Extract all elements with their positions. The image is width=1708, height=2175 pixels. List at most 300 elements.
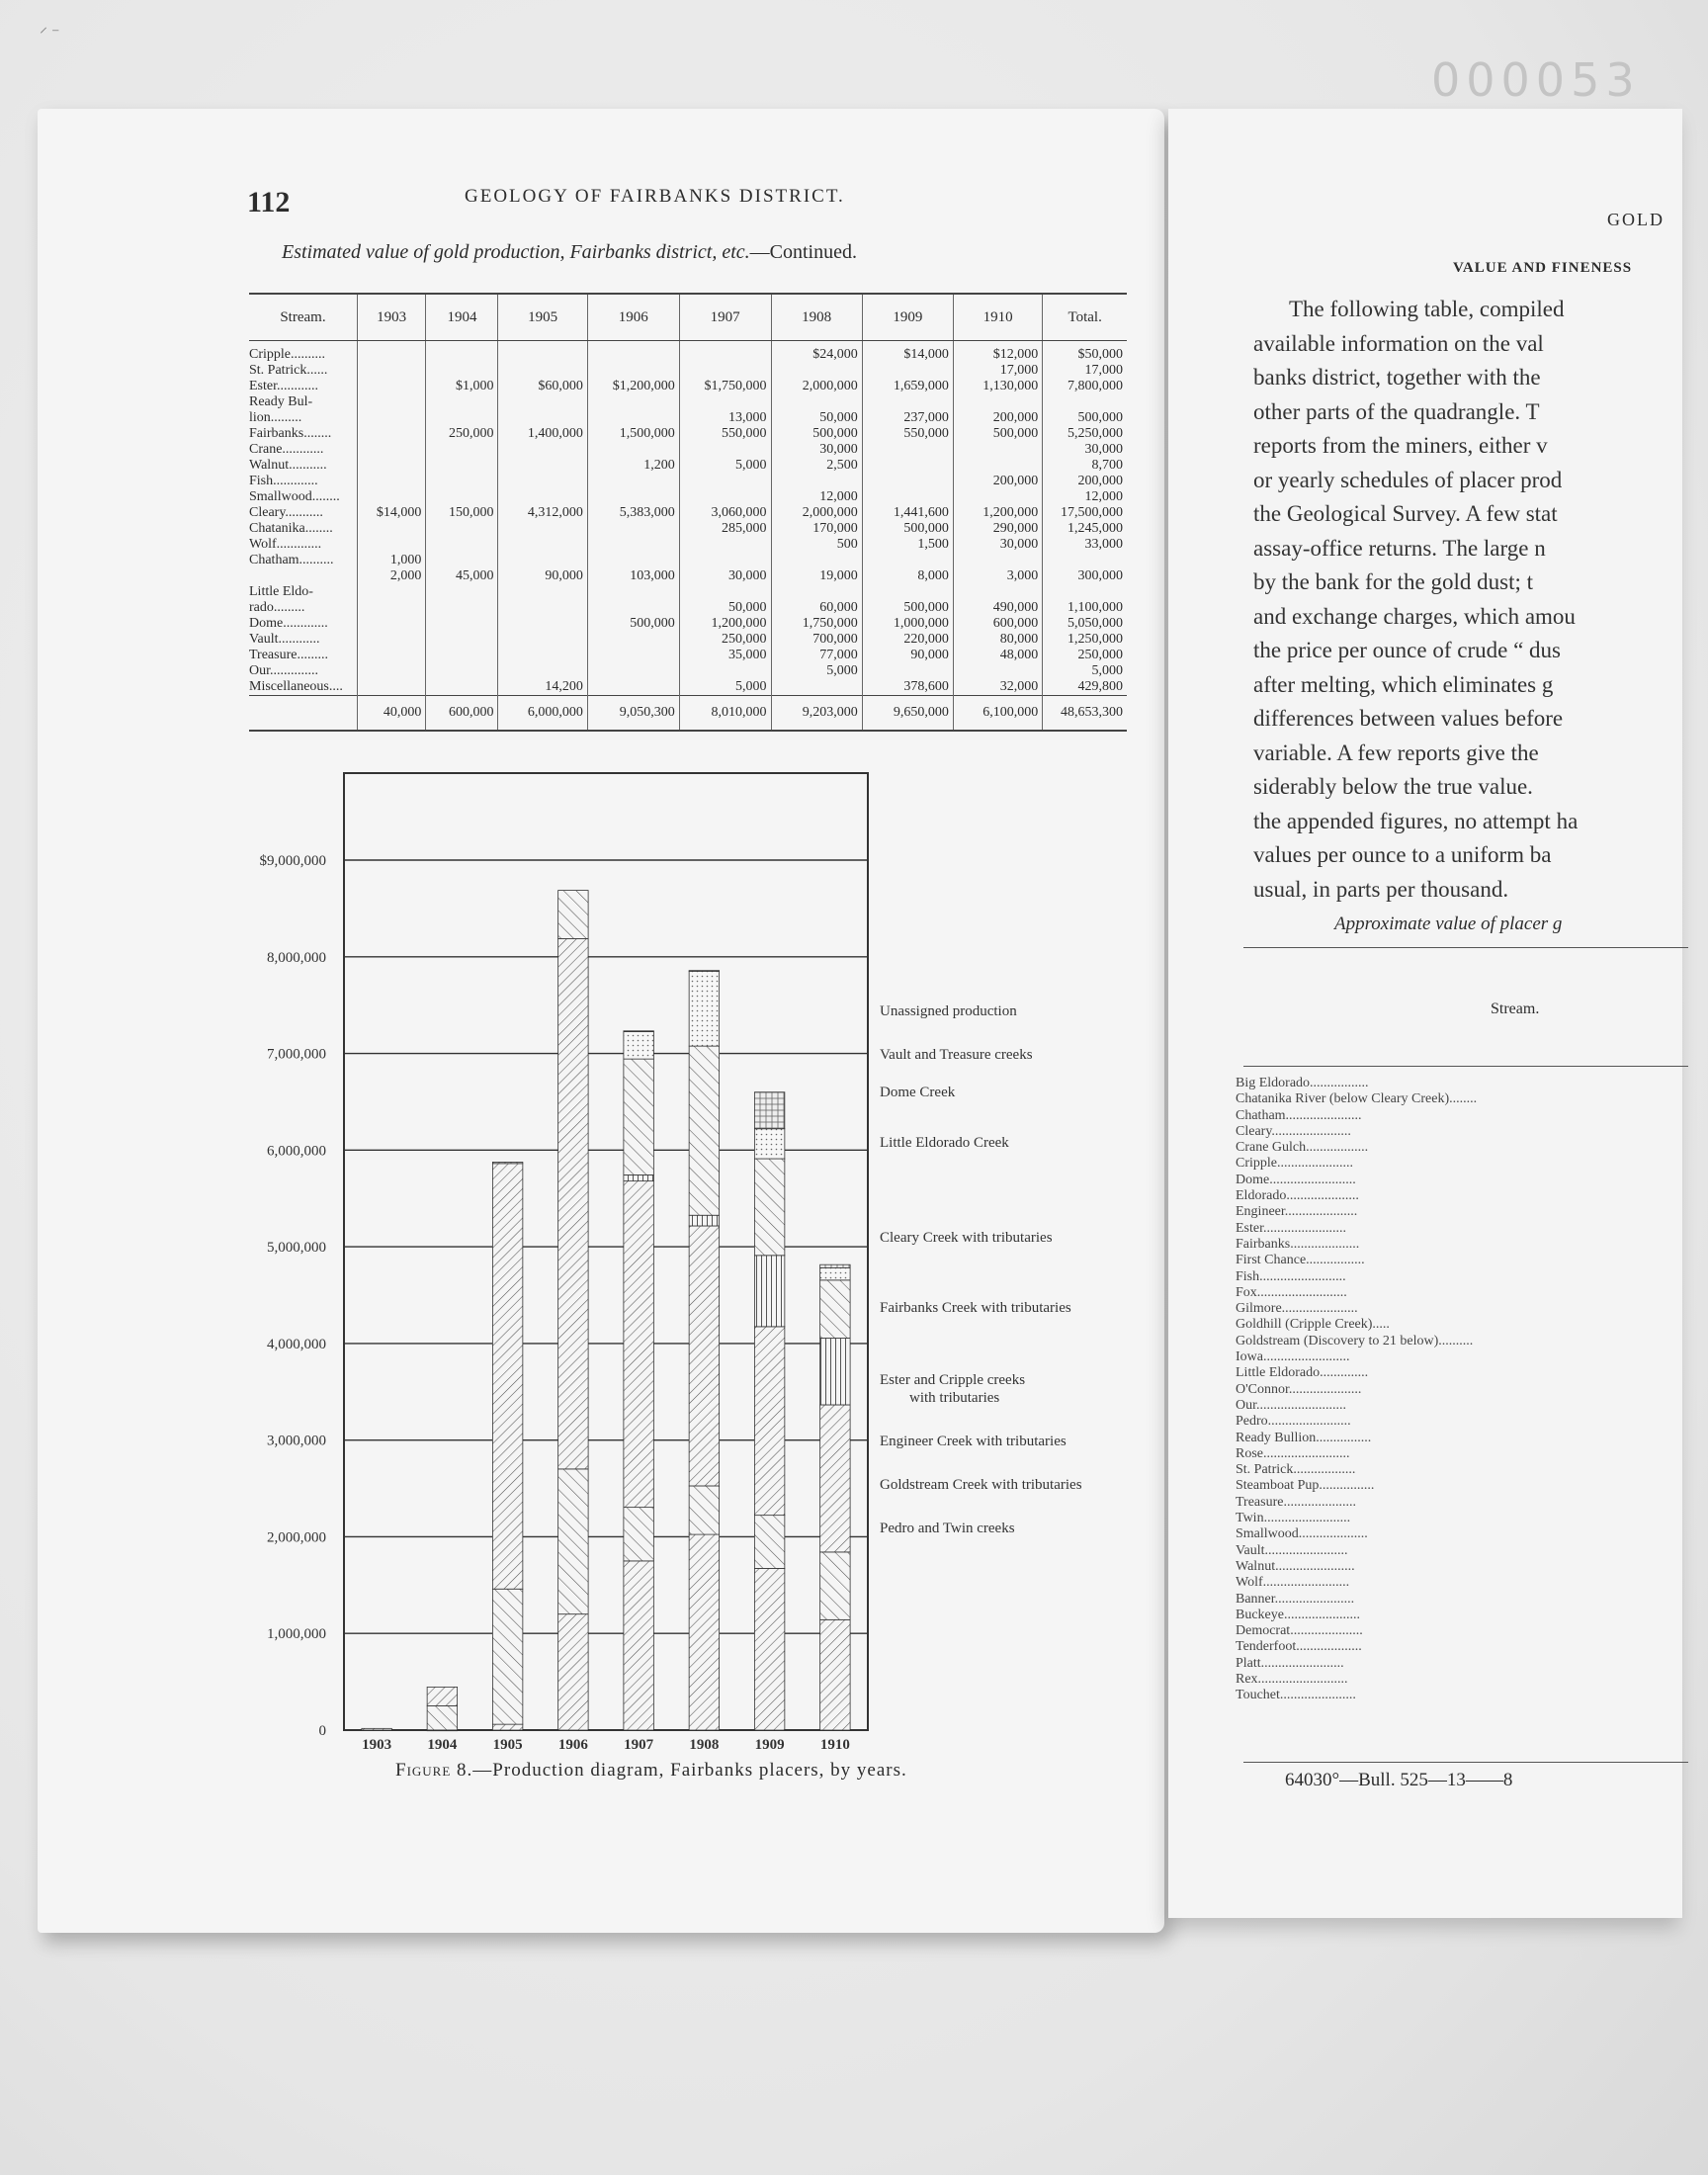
value-cell (587, 410, 679, 426)
value-cell (587, 394, 679, 410)
right-table-top-rule (1243, 947, 1688, 948)
total-cell: 9,203,000 (771, 696, 862, 732)
stream-list-item: O'Connor..................... (1236, 1381, 1362, 1397)
right-table-caption: Approximate value of placer g (1334, 914, 1563, 934)
value-cell (498, 394, 587, 410)
value-cell (679, 394, 771, 410)
value-cell (357, 394, 425, 410)
value-cell (862, 363, 953, 379)
value-cell: 5,000 (679, 458, 771, 474)
legend-label: Dome Creek (880, 1085, 956, 1100)
stream-list (1236, 1076, 1477, 1704)
value-cell (953, 394, 1042, 410)
value-cell (357, 442, 425, 458)
stream-name-cell: Miscellaneous.... (249, 679, 343, 694)
table-row (249, 632, 1127, 648)
value-cell (426, 632, 498, 648)
value-cell: 1,500,000 (587, 426, 679, 442)
table-row (249, 458, 1127, 474)
value-cell (862, 474, 953, 489)
stream-list-item: Walnut....................... (1236, 1558, 1355, 1574)
value-cell (357, 632, 425, 648)
right-section-heading: VALUE AND FINENESS (1453, 260, 1633, 276)
value-cell (679, 663, 771, 679)
y-tick-label: 0 (318, 1723, 326, 1739)
paragraph-line: usual, in parts per thousand. (1253, 876, 1509, 902)
y-tick-label: 2,000,000 (267, 1529, 326, 1546)
stream-list-item: Cripple...................... (1236, 1156, 1353, 1172)
bar-segment (558, 1469, 588, 1614)
stream-list-item: Platt........................ (1236, 1655, 1344, 1671)
table-row (249, 489, 1127, 505)
bar-segment (362, 1728, 391, 1730)
table-body (249, 341, 1127, 732)
value-cell (587, 663, 679, 679)
y-tick-label: 8,000,000 (267, 949, 326, 966)
value-cell (953, 489, 1042, 505)
value-cell (426, 648, 498, 663)
value-cell: $1,000 (426, 379, 498, 394)
value-cell: 500,000 (1043, 410, 1127, 426)
bar-segment (492, 1162, 522, 1163)
y-tick-label: 1,000,000 (267, 1626, 326, 1643)
bar-segment (558, 938, 588, 1468)
stream-name-cell: St. Patrick...... (249, 363, 328, 378)
value-cell (771, 584, 862, 600)
x-tick-label: 1908 (689, 1737, 720, 1750)
value-cell: 5,250,000 (1043, 426, 1127, 442)
value-cell (498, 648, 587, 663)
figure-caption (395, 1760, 907, 1782)
value-cell: 103,000 (587, 568, 679, 584)
value-cell (953, 663, 1042, 679)
legend-label: Goldstream Creek with tributaries (880, 1477, 1082, 1493)
stream-list-item: Chatanika River (below Cleary Creek)........ (1236, 1091, 1478, 1107)
value-cell: 50,000 (771, 410, 862, 426)
value-cell: 30,000 (679, 568, 771, 584)
value-cell (498, 600, 587, 616)
table-row (249, 410, 1127, 426)
value-cell: 1,750,000 (771, 616, 862, 632)
bar-segment (820, 1267, 850, 1280)
value-cell: 429,800 (1043, 679, 1127, 696)
stream-name-cell: Walnut........... (249, 458, 327, 473)
stream-list-item: First Chance................. (1236, 1253, 1365, 1268)
figure-label: Figure 8. (395, 1760, 473, 1781)
bar-segment (492, 1164, 522, 1589)
value-cell: 2,000 (357, 568, 425, 584)
value-cell: 1,130,000 (953, 379, 1042, 394)
value-cell (426, 442, 498, 458)
value-cell (498, 632, 587, 648)
scan-speck: ⸍ ⁻ (40, 26, 60, 43)
value-cell (771, 679, 862, 696)
value-cell: 500,000 (771, 426, 862, 442)
value-cell (426, 489, 498, 505)
stream-name-cell: Fish............. (249, 474, 318, 488)
legend-label: Fairbanks Creek with tributaries (880, 1300, 1071, 1316)
value-cell: $50,000 (1043, 341, 1127, 364)
bar-segment (689, 1215, 719, 1226)
value-cell: $14,000 (357, 505, 425, 521)
bar-segment (689, 971, 719, 972)
bar-segment (689, 971, 719, 1046)
value-cell (498, 616, 587, 632)
stream-list-item: Ready Bullion................ (1236, 1430, 1372, 1445)
total-cell: 48,653,300 (1043, 696, 1127, 732)
value-cell: 77,000 (771, 648, 862, 663)
table-caption (282, 241, 857, 264)
value-cell (862, 458, 953, 474)
bar-segment (754, 1129, 784, 1159)
value-cell (679, 363, 771, 379)
total-cell: 6,100,000 (953, 696, 1042, 732)
paragraph-line: the appended figures, no attempt ha (1253, 808, 1579, 833)
value-cell: 80,000 (953, 632, 1042, 648)
value-cell: 1,200,000 (953, 505, 1042, 521)
total-cell: 8,010,000 (679, 696, 771, 732)
table-row (249, 553, 1127, 568)
value-cell: 500,000 (862, 521, 953, 537)
table-caption-continued: —Continued. (749, 241, 857, 263)
value-cell (587, 679, 679, 696)
right-header-rule (1243, 1066, 1688, 1067)
value-cell (357, 537, 425, 553)
x-tick-label: 1904 (427, 1737, 458, 1750)
value-cell (587, 632, 679, 648)
value-cell (426, 537, 498, 553)
value-cell (679, 442, 771, 458)
stream-name-cell: Wolf............. (249, 537, 322, 552)
value-cell: $14,000 (862, 341, 953, 364)
plot-frame (344, 773, 868, 1730)
value-cell (679, 553, 771, 568)
stream-name-cell: Our.............. (249, 663, 318, 678)
value-cell: 13,000 (679, 410, 771, 426)
right-paragraph (1253, 293, 1688, 907)
production-diagram (235, 751, 1145, 1750)
stream-name-cell: Treasure......... (249, 648, 328, 662)
bar-segment (427, 1687, 457, 1705)
column-header: 1904 (426, 294, 498, 341)
value-cell: 150,000 (426, 505, 498, 521)
value-cell: 12,000 (771, 489, 862, 505)
stream-list-item: Treasure..................... (1236, 1494, 1356, 1510)
page-number: 112 (247, 186, 291, 218)
right-running-head: GOLD (1607, 210, 1665, 229)
column-header: 1910 (953, 294, 1042, 341)
value-cell: 5,000 (771, 663, 862, 679)
table-row (249, 616, 1127, 632)
column-header: 1903 (357, 294, 425, 341)
y-tick-label: 3,000,000 (267, 1433, 326, 1449)
value-cell (426, 474, 498, 489)
bar-segment (427, 1705, 457, 1729)
value-cell (498, 363, 587, 379)
paragraph-line: values per ounce to a uniform ba (1253, 842, 1552, 867)
value-cell (498, 474, 587, 489)
table-header-row (249, 294, 1127, 341)
value-cell: 237,000 (862, 410, 953, 426)
paragraph-line: available information on the val (1253, 330, 1544, 356)
value-cell: 250,000 (679, 632, 771, 648)
table-row (249, 379, 1127, 394)
stream-list-item: Engineer..................... (1236, 1204, 1358, 1220)
value-cell: 285,000 (679, 521, 771, 537)
value-cell (1043, 553, 1127, 568)
value-cell (1043, 584, 1127, 600)
value-cell: 250,000 (1043, 648, 1127, 663)
value-cell (587, 600, 679, 616)
value-cell: 90,000 (862, 648, 953, 663)
value-cell: 3,000 (953, 568, 1042, 584)
stream-list-item: Wolf......................... (1236, 1575, 1350, 1591)
value-cell: 200,000 (1043, 474, 1127, 489)
value-cell (357, 458, 425, 474)
production-table (249, 293, 1127, 732)
column-header: 1905 (498, 294, 587, 341)
value-cell: 4,312,000 (498, 505, 587, 521)
bar-segment (820, 1280, 850, 1339)
stream-list-item: Goldstream (Discovery to 21 below).......... (1236, 1333, 1474, 1348)
paragraph-line: or yearly schedules of placer prod (1253, 467, 1563, 492)
paragraph-line: other parts of the quadrangle. T (1253, 398, 1540, 424)
figure-caption-text: —Production diagram, Fairbanks placers, by years. (472, 1760, 907, 1781)
stream-list-item: Tenderfoot................... (1236, 1639, 1362, 1655)
value-cell: 500,000 (862, 600, 953, 616)
bar-segment (492, 1589, 522, 1724)
value-cell: 1,441,600 (862, 505, 953, 521)
x-tick-label: 1909 (754, 1737, 785, 1750)
paragraph-line: the price per ounce of crude “ dus (1253, 638, 1561, 662)
value-cell (357, 521, 425, 537)
column-header: 1906 (587, 294, 679, 341)
value-cell (498, 537, 587, 553)
value-cell: 1,100,000 (1043, 600, 1127, 616)
value-cell: 5,000 (1043, 663, 1127, 679)
value-cell: 90,000 (498, 568, 587, 584)
value-cell: 12,000 (1043, 489, 1127, 505)
stream-list-item: Steamboat Pup................ (1236, 1478, 1375, 1494)
value-cell (357, 648, 425, 663)
value-cell: 490,000 (953, 600, 1042, 616)
value-cell (498, 663, 587, 679)
value-cell: 17,000 (1043, 363, 1127, 379)
value-cell (953, 458, 1042, 474)
table-row (249, 363, 1127, 379)
stream-list-item: Our.......................... (1236, 1397, 1346, 1413)
value-cell: 170,000 (771, 521, 862, 537)
value-cell (587, 363, 679, 379)
value-cell (426, 410, 498, 426)
value-cell: 50,000 (679, 600, 771, 616)
stream-list-item: Crane Gulch.................. (1236, 1140, 1369, 1156)
value-cell (426, 663, 498, 679)
stream-list-item: Eldorado..................... (1236, 1188, 1359, 1204)
value-cell: 600,000 (953, 616, 1042, 632)
bar-segment (492, 1724, 522, 1730)
value-cell: 1,200,000 (679, 616, 771, 632)
value-cell: 1,000,000 (862, 616, 953, 632)
value-cell: 1,200 (587, 458, 679, 474)
stream-list-item: Gilmore...................... (1236, 1301, 1358, 1317)
table-row (249, 426, 1127, 442)
value-cell: $1,750,000 (679, 379, 771, 394)
value-cell (679, 341, 771, 364)
bar-segment (689, 1486, 719, 1534)
value-cell (953, 442, 1042, 458)
value-cell (357, 474, 425, 489)
value-cell: 550,000 (679, 426, 771, 442)
value-cell (498, 553, 587, 568)
bar-segment (820, 1552, 850, 1619)
value-cell (587, 442, 679, 458)
paragraph-line: assay-office returns. The large n (1253, 535, 1546, 561)
value-cell (587, 537, 679, 553)
stream-list-item: Fish......................... (1236, 1268, 1346, 1284)
value-cell: 30,000 (1043, 442, 1127, 458)
value-cell: 17,000 (953, 363, 1042, 379)
value-cell: 300,000 (1043, 568, 1127, 584)
value-cell: 30,000 (953, 537, 1042, 553)
stream-list-item: St. Patrick.................. (1236, 1462, 1356, 1478)
stream-list-item: Vault........................ (1236, 1542, 1348, 1558)
paragraph-line: siderably below the true value. (1253, 774, 1533, 799)
value-cell: 5,050,000 (1043, 616, 1127, 632)
value-cell: 250,000 (426, 426, 498, 442)
bar-segment (754, 1092, 784, 1129)
value-cell (498, 458, 587, 474)
bar-segment (558, 891, 588, 939)
stream-name-cell: Little Eldo- (249, 584, 313, 599)
value-cell: 378,600 (862, 679, 953, 696)
stream-list-item: Little Eldorado.............. (1236, 1365, 1369, 1381)
total-cell: 6,000,000 (498, 696, 587, 732)
y-tick-label: 4,000,000 (267, 1336, 326, 1352)
value-cell (862, 553, 953, 568)
bar-segment (624, 1174, 653, 1180)
value-cell (426, 341, 498, 364)
value-cell: 45,000 (426, 568, 498, 584)
stream-list-item: Iowa......................... (1236, 1349, 1350, 1365)
value-cell: $1,200,000 (587, 379, 679, 394)
value-cell: 500 (771, 537, 862, 553)
y-tick-label: 6,000,000 (267, 1143, 326, 1160)
value-cell (426, 679, 498, 696)
value-cell (679, 584, 771, 600)
value-cell (771, 363, 862, 379)
stream-list-item: Smallwood.................... (1236, 1526, 1368, 1542)
value-cell: 2,000,000 (771, 379, 862, 394)
bar-segment (689, 1534, 719, 1730)
stream-list-item: Goldhill (Cripple Creek)..... (1236, 1317, 1390, 1333)
value-cell (357, 363, 425, 379)
x-tick-label: 1906 (557, 1737, 588, 1750)
value-cell (771, 474, 862, 489)
value-cell: 2,000,000 (771, 505, 862, 521)
legend-label: Engineer Creek with tributaries (880, 1434, 1067, 1449)
paragraph-line: The following table, compiled (1289, 297, 1565, 321)
table-row (249, 474, 1127, 489)
value-cell (587, 553, 679, 568)
value-cell: 35,000 (679, 648, 771, 663)
table-row (249, 568, 1127, 584)
bar-segment (754, 1568, 784, 1730)
bar-segment (754, 1516, 784, 1569)
stream-list-item: Big Eldorado................. (1236, 1076, 1369, 1090)
value-cell (357, 616, 425, 632)
paragraph-line: and exchange charges, which amou (1253, 603, 1576, 629)
bar-segment (624, 1181, 653, 1508)
running-head: GEOLOGY OF FAIRBANKS DISTRICT. (465, 186, 845, 207)
table-row (249, 442, 1127, 458)
stream-name-cell: lion......... (249, 410, 302, 425)
legend-label: Unassigned production (880, 1003, 1017, 1019)
total-cell (249, 696, 357, 732)
bar-segment (820, 1619, 850, 1730)
stream-list-item: Buckeye...................... (1236, 1607, 1360, 1622)
stream-name-cell: Dome............. (249, 616, 328, 631)
total-cell: 9,050,300 (587, 696, 679, 732)
value-cell (357, 679, 425, 696)
value-cell: 5,383,000 (587, 505, 679, 521)
value-cell: $12,000 (953, 341, 1042, 364)
stream-name-cell: Fairbanks........ (249, 426, 332, 441)
stream-list-item: Rex.......................... (1236, 1671, 1348, 1687)
value-cell (498, 410, 587, 426)
value-cell (679, 489, 771, 505)
paragraph-line: after melting, which eliminates g (1253, 671, 1554, 697)
value-cell (357, 663, 425, 679)
table-row (249, 505, 1127, 521)
paragraph-line: by the bank for the gold dust; t (1253, 569, 1533, 594)
value-cell (771, 394, 862, 410)
value-cell (426, 394, 498, 410)
value-cell: $24,000 (771, 341, 862, 364)
stream-list-item: Fox.......................... (1236, 1284, 1347, 1300)
y-tick-label: 7,000,000 (267, 1046, 326, 1063)
stream-name-cell: Vault............ (249, 632, 320, 647)
value-cell: 32,000 (953, 679, 1042, 696)
bar-segment (624, 1561, 653, 1730)
stream-list-item: Touchet...................... (1236, 1688, 1356, 1703)
stream-list-item: Banner....................... (1236, 1591, 1355, 1607)
value-cell (1043, 394, 1127, 410)
value-cell (587, 648, 679, 663)
paragraph-line: reports from the miners, either v (1253, 433, 1548, 458)
y-tick-label: $9,000,000 (259, 853, 326, 869)
value-cell (498, 341, 587, 364)
value-cell (953, 584, 1042, 600)
value-cell (862, 489, 953, 505)
bar-segment (820, 1264, 850, 1267)
paragraph-line: variable. A few reports give the (1253, 740, 1539, 765)
stream-name-cell: Cripple.......... (249, 347, 325, 362)
total-cell: 600,000 (426, 696, 498, 732)
value-cell: 200,000 (953, 410, 1042, 426)
value-cell (679, 474, 771, 489)
value-cell: 1,000 (357, 553, 425, 568)
value-cell: 1,659,000 (862, 379, 953, 394)
stream-list-item: Ester........................ (1236, 1220, 1346, 1236)
table-row (249, 521, 1127, 537)
value-cell (862, 663, 953, 679)
value-cell: 8,000 (862, 568, 953, 584)
value-cell: 1,245,000 (1043, 521, 1127, 537)
value-cell: 17,500,000 (1043, 505, 1127, 521)
stream-name-cell: Ester............ (249, 379, 318, 393)
value-cell (357, 379, 425, 394)
